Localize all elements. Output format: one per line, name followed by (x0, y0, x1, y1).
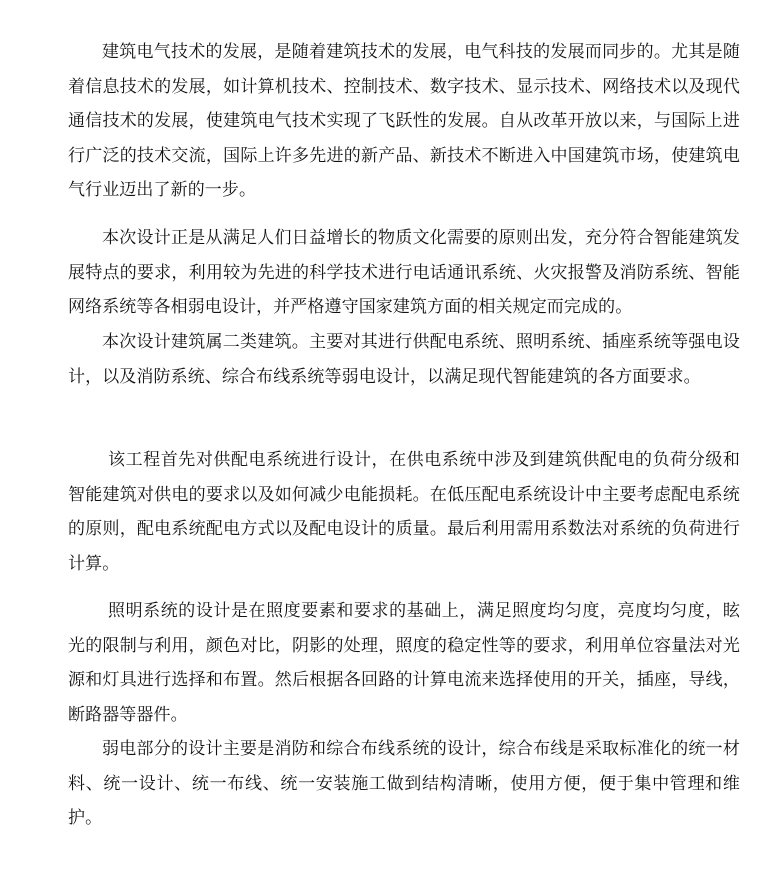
paragraph-weak-current: 弱电部分的设计主要是消防和综合布线系统的设计，综合布线是采取标准化的统一材料、统一设计、统一布线、统一安装施工做到结构清晰，使用方便，便于集中管理和维护。 (68, 739, 740, 828)
paragraph-building-class: 本次设计建筑属二类建筑。主要对其进行供配电系统、照明系统、插座系统等强电设计，以及消防系统、综合布线系统等弱电设计，以满足现代智能建筑的各方面要求。 (68, 332, 740, 387)
paragraph-introduction: 建筑电气技术的发展，是随着建筑技术的发展，电气科技的发展而同步的。尤其是随着信息技术的发展，如计算机技术、控制技术、数字技术、显示技术、网络技术以及现代通信技术的发展，使建筑电气技术实现了飞跃性的发展。自从改革开放以来，与国际上进行广泛的技术交流，国际上许多先进的新产品、新技术不断进入中国建筑市场，使建筑电气行业迈出了新的一步。 (68, 42, 740, 200)
paragraph-design-principle: 本次设计正是从满足人们日益增长的物质文化需要的原则出发，充分符合智能建筑发展特点的要求，利用较为先进的科学技术进行电话通讯系统、火灾报警及消防系统、智能网络系统等各相弱电设计，并严格遵守国家建筑方面的相关规定而完成的。 (68, 228, 740, 317)
paragraph-power-distribution: 该工程首先对供配电系统进行设计，在供电系统中涉及到建筑供配电的负荷分级和智能建筑对供电的要求以及如何减少电能损耗。在低压配电系统设计中主要考虑配电系统的原则，配电系统配电方式以及配电设计的质量。最后利用需用系数法对系统的负荷进行计算。 (68, 450, 740, 574)
paragraph-lighting-system: 照明系统的设计是在照度要素和要求的基础上，满足照度均匀度，亮度均匀度，眩光的限制与利用，颜色对比，阴影的处理，照度的稳定性等的要求，利用单位容量法对光源和灯具进行选择和布置。然后根据各回路的计算电流来选择使用的开关，插座，导线，断路器等器件。 (68, 601, 740, 725)
